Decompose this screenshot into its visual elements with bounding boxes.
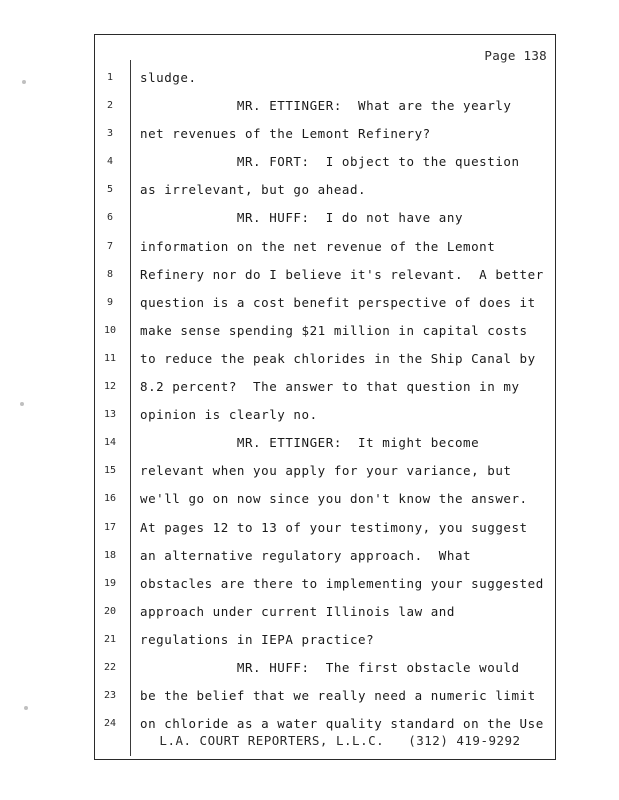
transcript-line (100, 682, 554, 710)
line-text: At pages 12 to 13 of your testimony, you suggest (140, 519, 528, 535)
line-text: net revenues of the Lemont Refinery? (140, 126, 431, 142)
line-number: 1 (106, 72, 114, 83)
line-text: make sense spending $21 million in capital costs (140, 322, 528, 338)
line-text: relevant when you apply for your variance, but (140, 463, 512, 479)
line-number: 5 (106, 184, 114, 196)
line-number: 22 (103, 661, 117, 673)
line-text: we'll go on now since you don't know the answer. (140, 491, 528, 507)
line-number: 24 (103, 718, 117, 730)
page-number-label: Page 138 (484, 48, 547, 63)
line-number: 18 (103, 549, 117, 561)
transcript-line (100, 64, 554, 92)
transcript-line (100, 542, 554, 570)
line-number: 7 (106, 240, 114, 252)
line-text: as irrelevant, but go ahead. (140, 182, 367, 198)
transcript-line (100, 317, 554, 345)
transcript-line (100, 457, 554, 485)
hole-punch-mark (24, 706, 28, 710)
transcript-line (100, 373, 554, 401)
line-number: 12 (103, 381, 117, 393)
transcript-line (100, 233, 554, 261)
transcript-line (100, 120, 554, 148)
hole-punch-mark (20, 402, 24, 406)
transcript-line (100, 345, 554, 373)
line-text: to reduce the peak chlorides in the Ship Canal by (140, 350, 536, 366)
line-number: 20 (103, 605, 117, 617)
transcript-line (100, 598, 554, 626)
line-text: on chloride as a water quality standard on the Use (140, 716, 544, 732)
line-number: 6 (106, 212, 114, 224)
line-number: 11 (103, 352, 117, 364)
hole-punch-mark (22, 80, 26, 84)
transcript-line (100, 148, 554, 176)
line-number: 2 (106, 100, 114, 112)
line-number: 3 (106, 128, 114, 140)
transcript-line (100, 485, 554, 513)
line-number: 13 (103, 409, 117, 421)
line-number: 19 (103, 577, 117, 589)
line-number: 10 (103, 324, 117, 336)
line-number: 15 (103, 465, 117, 477)
line-text: 8.2 percent? The answer to that question in my (140, 379, 520, 395)
line-number: 14 (103, 437, 117, 449)
line-text: MR. HUFF: The first obstacle would (140, 659, 520, 675)
line-number: 9 (106, 296, 114, 308)
line-text: information on the net revenue of the Lemont (140, 238, 496, 254)
transcript-line (100, 92, 554, 120)
line-text: an alternative regulatory approach. What (140, 547, 472, 563)
line-number: 16 (103, 493, 117, 505)
line-text: obstacles are there to implementing your suggested (140, 575, 544, 591)
transcript-line (100, 204, 554, 232)
line-text: MR. ETTINGER: What are the yearly (140, 98, 512, 114)
line-number: 4 (106, 156, 114, 168)
line-text: approach under current Illinois law and (140, 603, 455, 619)
transcript-line (100, 289, 554, 317)
line-text: MR. FORT: I object to the question (140, 154, 520, 170)
line-text: MR. ETTINGER: It might become (140, 435, 480, 451)
transcript-line (100, 261, 554, 289)
transcript-line (100, 626, 554, 654)
line-text: Refinery nor do I believe it's relevant. A better (140, 266, 544, 282)
transcript-line (100, 401, 554, 429)
transcript-line (100, 570, 554, 598)
transcript-line (100, 514, 554, 542)
line-text: MR. HUFF: I do not have any (140, 210, 464, 226)
line-text: be the belief that we really need a numeric limit (140, 688, 536, 704)
line-text: sludge. (140, 70, 197, 85)
line-number: 21 (103, 633, 117, 645)
line-number: 23 (103, 690, 117, 702)
transcript-line (100, 654, 554, 682)
line-number: 17 (103, 521, 117, 533)
transcript-lines (100, 64, 554, 738)
line-text: opinion is clearly no. (140, 407, 318, 423)
transcript-line (100, 176, 554, 204)
line-number: 8 (106, 268, 114, 280)
transcript-line (100, 429, 554, 457)
line-text: question is a cost benefit perspective of does it (140, 294, 536, 310)
line-text: regulations in IEPA practice? (140, 631, 375, 647)
court-reporter-footer: L.A. COURT REPORTERS, L.L.C. (312) 419-9292 (159, 733, 521, 748)
